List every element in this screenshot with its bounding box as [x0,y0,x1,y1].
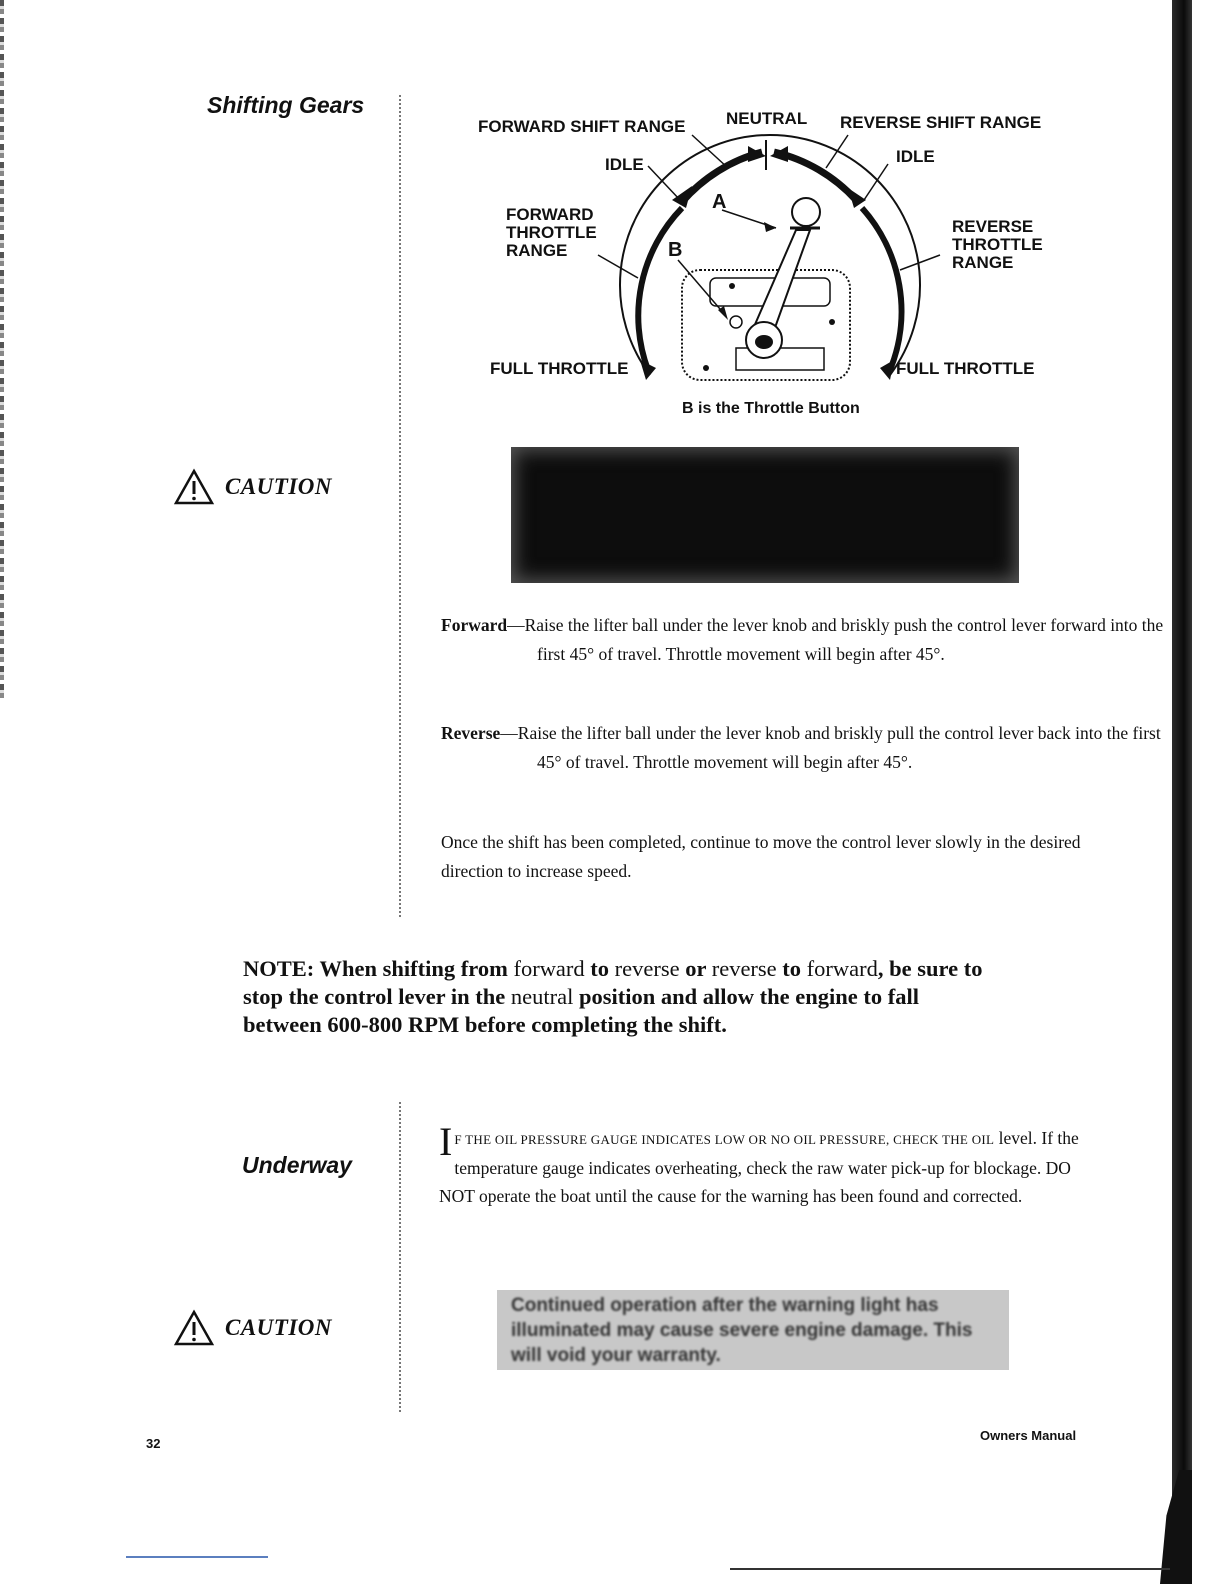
caution-label: CAUTION [225,474,333,499]
shift-note [243,955,1003,1039]
label-reverse-throttle-range-2: THROTTLE [952,235,1043,254]
scan-binding-corner [1160,1470,1192,1584]
scan-binding-shadow [1172,0,1192,1584]
caution-box-2 [497,1290,1009,1370]
scan-bottom-rule-left [126,1556,268,1558]
label-forward-throttle-range-1: FORWARD [506,205,594,224]
note-text: neutral [510,984,574,1009]
label-forward-throttle-range-3: RANGE [506,241,568,260]
caution-box-1 [511,447,1019,583]
label-reverse-shift-range: REVERSE SHIFT RANGE [840,113,1042,132]
footer-title: Owners Manual [980,1428,1077,1443]
label-idle-right: IDLE [896,147,935,166]
caution-label: CAUTION [225,1315,333,1340]
drop-cap: I [439,1119,453,1164]
label-reverse-throttle-range-3: RANGE [952,253,1014,272]
reverse-instruction [441,719,1189,777]
forward-throttle-arc [638,208,682,370]
reverse-throttle-arc [862,208,902,370]
caution-box-2-text: Continued operation after the warning light has illuminated may cause severe engine damage. This will void your warranty. [511,1294,973,1366]
lever-knob [792,198,820,226]
note-text: or [679,956,712,981]
label-forward-shift-range: FORWARD SHIFT RANGE [478,117,686,136]
arrowhead-icon [672,186,692,208]
underway-smallcaps: F THE OIL PRESSURE GAUGE INDICATES LOW OR NO OIL PRESSURE, CHECK THE OIL [454,1132,995,1147]
label-full-throttle-left: FULL THROTTLE [490,359,629,378]
label-full-throttle-right: FULL THROTTLE [896,359,1035,378]
underway-paragraph [439,1119,1091,1210]
label-a: A [712,191,727,213]
diagram-caption: B is the Throttle Button [682,400,860,417]
reverse-term: Reverse [441,723,501,743]
warning-triangle-icon [173,1309,215,1347]
warning-triangle-icon [173,468,215,506]
section-heading-shifting-gears: Shifting Gears [207,92,365,118]
arrowhead-icon [770,146,788,162]
note-text: reverse [711,956,777,981]
label-reverse-throttle-range-1: REVERSE [952,217,1034,236]
note-text: position and allow the engine to fall between 600-800 RPM before completing the shift. [243,984,920,1037]
label-neutral: NEUTRAL [726,109,808,128]
note-text: to [776,956,807,981]
arrowhead-icon [748,146,766,162]
scan-bottom-rule [730,1568,1170,1570]
forward-instruction [441,611,1189,669]
section-heading-underway: Underway [242,1152,352,1178]
forward-term: Forward [441,615,508,635]
caution-marker-1 [173,468,332,506]
page-number: 32 [146,1436,161,1451]
note-text: , be sure to stop the control lever in the [243,956,983,1009]
forward-text: —Raise the lifter ball under the lever knob and briskly push the control lever forward into the first 45° of travel. Throttle movement will begin after 45°. [507,615,1164,664]
label-idle-left: IDLE [605,155,644,174]
column-divider-top [399,95,401,917]
note-text: to [584,956,615,981]
note-text: reverse [614,956,680,981]
label-forward-throttle-range-2: THROTTLE [506,223,597,242]
note-text: forward [513,956,585,981]
continue-paragraph: Once the shift has been completed, continue to move the control lever slowly in the desired direction to increase speed. [441,832,1081,881]
control-lever-diagram [470,100,1070,400]
reverse-text: —Raise the lifter ball under the lever knob and briskly pull the control lever back into the first 45° of travel. Throttle movement will begin after 45°. [500,723,1161,772]
column-divider-bottom [399,1102,401,1412]
label-b: B [668,239,683,261]
caution-marker-2 [173,1309,332,1347]
underway-text: level. If the temperature gauge indicates overheating, check the raw water pick-up for blockage. DO NOT operate the boat until the cause for the warning has been found and corrected. [439,1128,1079,1206]
scan-edge-left [0,0,4,700]
arrowhead-icon [880,360,894,380]
note-text: NOTE: When shifting from [243,956,514,981]
note-text: forward [806,956,878,981]
